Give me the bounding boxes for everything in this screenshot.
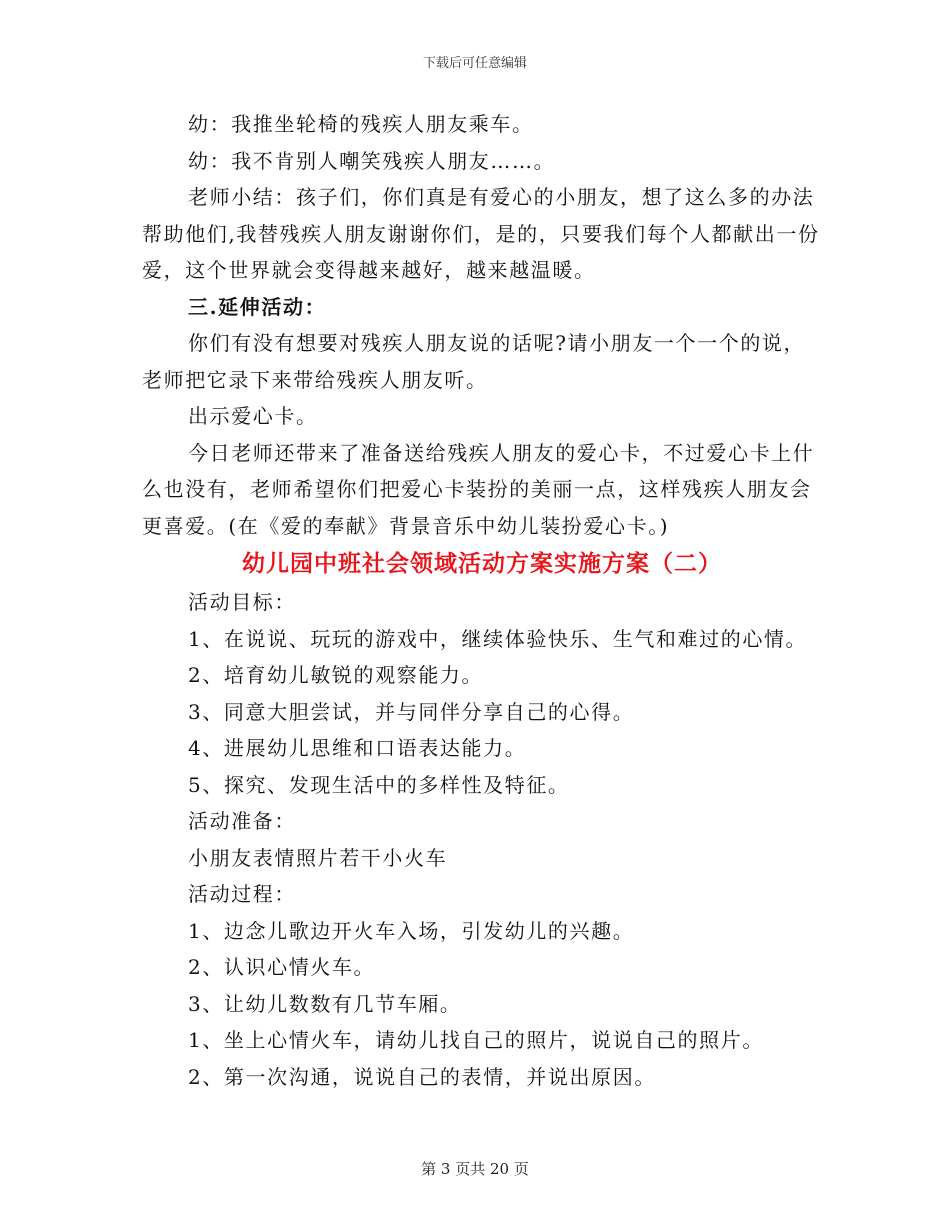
paragraph: 你们有没有想要对残疾人朋友说的话呢?请小朋友一个一个的说，老师把它录下来带给残疾人朋友听。 [142,331,806,392]
paragraph: 活动准备： [188,809,296,833]
paragraph: 老师小结：孩子们，你们真是有爱心的小朋友，想了这么多的办法帮助他们,我替残疾人朋友谢谢你们，是的，只要我们每个人都献出一份爱，这个世界就会变得越来越好，越来越温暖。 [142,185,820,282]
list-item: 1、边念儿歌边开火车入场，引发幼儿的兴趣。 [188,918,635,943]
list-item: 1、坐上心情火车，请幼儿找自己的照片，说说自己的照片。 [188,1028,764,1052]
list-item: 5、探究、发现生活中的多样性及特征。 [188,772,570,797]
list-item: 2、认识心情火车。 [188,955,376,979]
page-header: 下载后可任意编辑 [422,56,527,71]
page-footer: 第 3 页共 20 页 [421,1160,529,1178]
list-item: 3、同意大胆尝试，并与同伴分享自己的心得。 [188,699,635,724]
paragraph: 出示爱心卡。 [188,404,318,428]
list-item: 1、在说说、玩玩的游戏中，继续体验快乐、生气和难过的心情。 [188,626,808,651]
document-body [142,106,822,1095]
list-item: 4、进展幼儿思维和口语表达能力。 [188,736,527,760]
paragraph: 活动过程： [188,882,296,906]
list-item: 2、培育幼儿敏锐的观察能力。 [188,663,484,687]
section-heading: 三.延伸活动： [188,294,327,319]
paragraph: 幼：我不肯别人嘲笑残疾人朋友……。 [188,148,556,173]
paragraph: 今日老师还带来了准备送给残疾人朋友的爱心卡，不过爱心卡上什么也没有，老师希望你们把爱心卡装扮的美丽一点，这样残疾人朋友会更喜爱。(在《爱的奉献》背景音乐中幼儿装扮爱心卡。) [142,440,815,538]
list-item: 3、让幼儿数数有几节车厢。 [188,991,462,1016]
paragraph: 幼：我推坐轮椅的残疾人朋友乘车。 [188,112,534,136]
list-item: 2、第一次沟通，说说自己的表情，并说出原因。 [188,1064,656,1089]
paragraph: 活动目标： [188,590,296,614]
paragraph: 小朋友表情照片若干小火车 [188,845,448,870]
document-title: 幼儿园中班社会领域活动方案实施方案（二） [242,550,722,577]
